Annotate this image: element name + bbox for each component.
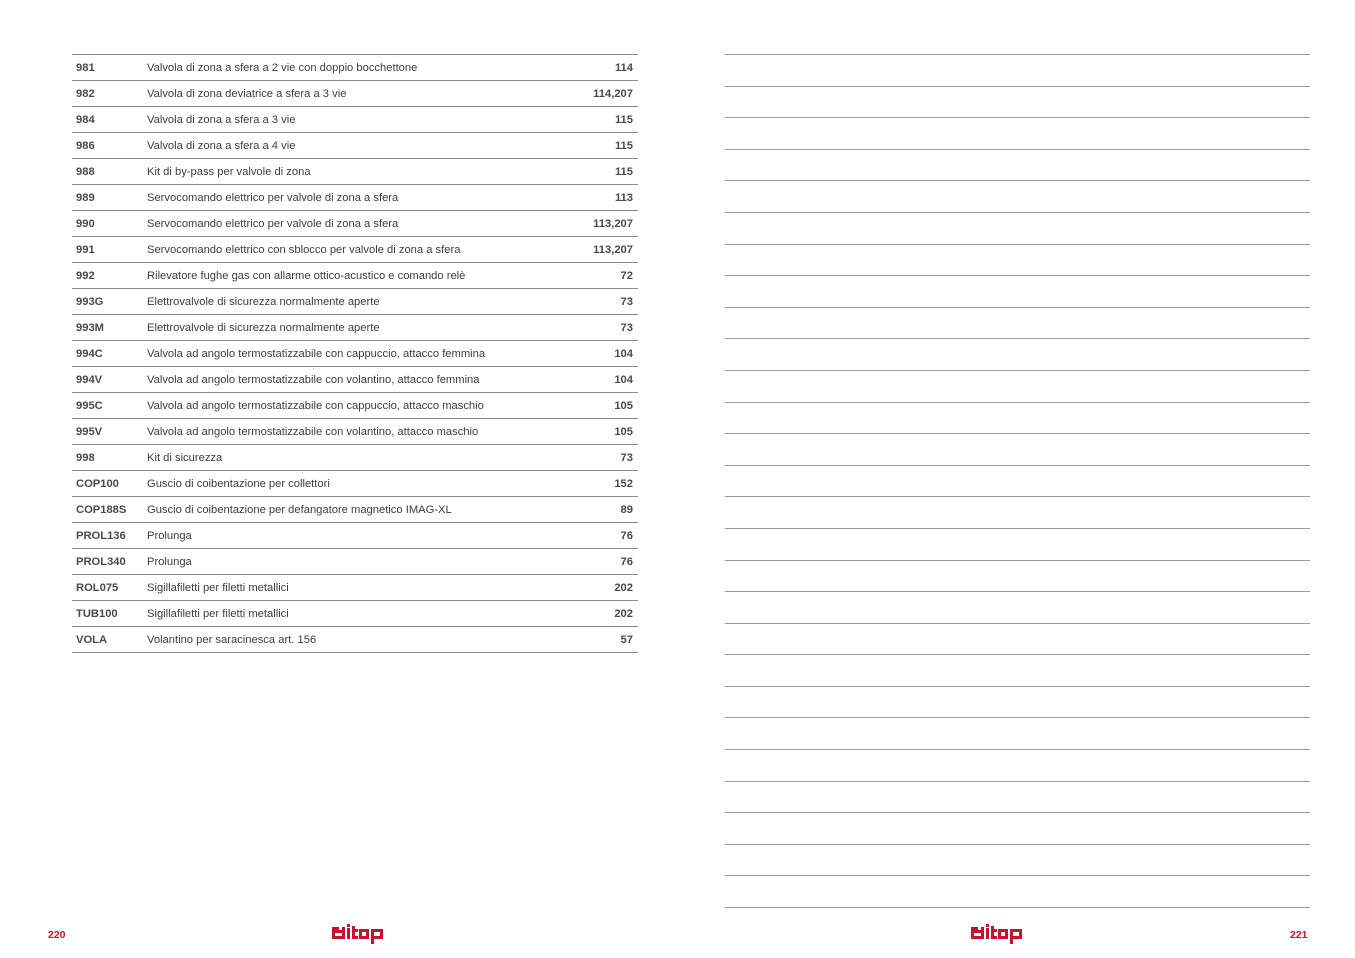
page-reference: 72: [620, 269, 633, 282]
page-reference: 113,207: [593, 243, 633, 256]
article-code: TUB100: [76, 607, 118, 620]
note-line: [725, 528, 1310, 560]
article-code: 990: [76, 217, 95, 230]
article-description: Rilevatore fughe gas con allarme ottico-acustico e comando relè: [147, 269, 466, 282]
article-description: Sigillafiletti per filetti metallici: [147, 581, 289, 594]
article-description: Prolunga: [147, 529, 192, 542]
article-code: 998: [76, 451, 95, 464]
table-row: [72, 185, 638, 211]
article-description: Servocomando elettrico per valvole di zona a sfera: [147, 191, 399, 204]
note-line: [725, 212, 1310, 244]
article-description: Valvola ad angolo termostatizzabile con cappuccio, attacco femmina: [147, 347, 486, 360]
right-page: [677, 0, 1355, 958]
note-line: [725, 465, 1310, 497]
note-line: [725, 244, 1310, 276]
table-row: [72, 107, 638, 133]
article-description: Valvola di zona a sfera a 4 vie: [147, 139, 296, 152]
itap-logo-left: [331, 924, 387, 945]
table-row: [72, 497, 638, 523]
page-reference: 113: [614, 191, 633, 204]
article-code: 993M: [76, 321, 104, 334]
note-line: [725, 496, 1310, 528]
table-row: [72, 445, 638, 471]
note-line: [725, 717, 1310, 749]
itap-logo-right: [970, 924, 1026, 945]
note-line: [725, 402, 1310, 434]
note-line: [725, 433, 1310, 465]
article-description: Elettrovalvole di sicurezza normalmente aperte: [147, 321, 380, 334]
article-description: Elettrovalvole di sicurezza normalmente aperte: [147, 295, 380, 308]
page-reference: 73: [620, 321, 633, 334]
page-reference: 115: [614, 165, 633, 178]
article-code: 982: [76, 87, 95, 100]
table-row: [72, 549, 638, 575]
note-line: [725, 560, 1310, 592]
article-description: Valvola ad angolo termostatizzabile con volantino, attacco femmina: [147, 373, 480, 386]
note-line: [725, 812, 1310, 844]
page-number-right: 221: [1290, 929, 1308, 941]
table-row: [72, 627, 638, 653]
article-code: 995V: [76, 425, 103, 438]
page-reference: 73: [620, 295, 633, 308]
table-row: [72, 341, 638, 367]
table-row: [72, 211, 638, 237]
page-number-left: 220: [48, 929, 66, 941]
article-code: COP188S: [76, 503, 127, 516]
article-description: Valvola ad angolo termostatizzabile con volantino, attacco maschio: [147, 425, 479, 438]
article-code: ROL075: [76, 581, 119, 594]
note-line: [725, 591, 1310, 623]
table-row: [72, 601, 638, 627]
note-line: [725, 275, 1310, 307]
page-reference: 115: [614, 113, 633, 126]
table-row: [72, 133, 638, 159]
table-row: [72, 575, 638, 601]
article-code: 991: [76, 243, 95, 256]
table-row: [72, 315, 638, 341]
article-code: 984: [76, 113, 95, 126]
notes-lines: [725, 54, 1310, 939]
page-reference: 152: [614, 477, 633, 490]
page-reference: 105: [614, 425, 633, 438]
article-description: Sigillafiletti per filetti metallici: [147, 607, 289, 620]
table-row: [72, 367, 638, 393]
note-line: [725, 370, 1310, 402]
article-description: Kit di sicurezza: [147, 451, 223, 464]
article-description: Valvola di zona deviatrice a sfera a 3 vie: [147, 87, 347, 100]
article-description: Servocomando elettrico con sblocco per valvole di zona a sfera: [147, 243, 461, 256]
page-reference: 73: [620, 451, 633, 464]
article-description: Kit di by-pass per valvole di zona: [147, 165, 311, 178]
article-description: Prolunga: [147, 555, 192, 568]
table-row: [72, 55, 638, 81]
page-reference: 76: [620, 555, 633, 568]
note-line: [725, 749, 1310, 781]
note-line: [725, 623, 1310, 655]
page-reference: 104: [614, 373, 633, 386]
left-page: [0, 0, 677, 958]
page-reference: 113,207: [593, 217, 633, 230]
note-line: [725, 86, 1310, 118]
article-code: 986: [76, 139, 95, 152]
article-code: PROL136: [76, 529, 126, 542]
page-reference: 114,207: [593, 87, 633, 100]
table-row: [72, 419, 638, 445]
article-description: Valvola ad angolo termostatizzabile con cappuccio, attacco maschio: [147, 399, 484, 412]
note-line: [725, 180, 1310, 212]
article-code: COP100: [76, 477, 119, 490]
article-code: 993G: [76, 295, 104, 308]
article-description: Servocomando elettrico per valvole di zona a sfera: [147, 217, 399, 230]
page-reference: 104: [614, 347, 633, 360]
article-code: 981: [76, 61, 95, 74]
page-reference: 114: [614, 61, 633, 74]
page-reference: 105: [614, 399, 633, 412]
note-line: [725, 654, 1310, 686]
article-code: 994C: [76, 347, 103, 360]
note-line: [725, 54, 1310, 86]
article-code: 992: [76, 269, 95, 282]
article-description: Guscio di coibentazione per defangatore magnetico IMAG-XL: [147, 503, 452, 516]
table-row: [72, 81, 638, 107]
note-line: [725, 875, 1310, 907]
page-reference: 89: [620, 503, 633, 516]
article-description: Guscio di coibentazione per collettori: [147, 477, 330, 490]
note-line: [725, 781, 1310, 813]
page-reference: 202: [614, 607, 633, 620]
article-code: 994V: [76, 373, 103, 386]
table-row: [72, 523, 638, 549]
note-line: [725, 844, 1310, 876]
index-table: [72, 54, 638, 653]
table-row: [72, 263, 638, 289]
table-row: [72, 159, 638, 185]
table-row: [72, 289, 638, 315]
note-line: [725, 307, 1310, 339]
table-row: [72, 471, 638, 497]
note-line: [725, 338, 1310, 370]
article-description: Valvola di zona a sfera a 2 vie con doppio bocchettone: [147, 61, 418, 74]
page-reference: 202: [614, 581, 633, 594]
article-code: 995C: [76, 399, 103, 412]
article-code: VOLA: [76, 633, 108, 646]
note-line: [725, 686, 1310, 718]
article-description: Valvola di zona a sfera a 3 vie: [147, 113, 296, 126]
table-row: [72, 237, 638, 263]
page-reference: 57: [620, 633, 633, 646]
page-reference: 76: [620, 529, 633, 542]
article-description: Volantino per saracinesca art. 156: [147, 633, 317, 646]
page-reference: 115: [614, 139, 633, 152]
article-code: 989: [76, 191, 95, 204]
article-code: PROL340: [76, 555, 126, 568]
article-code: 988: [76, 165, 95, 178]
note-line: [725, 117, 1310, 149]
note-line: [725, 149, 1310, 181]
table-row: [72, 393, 638, 419]
